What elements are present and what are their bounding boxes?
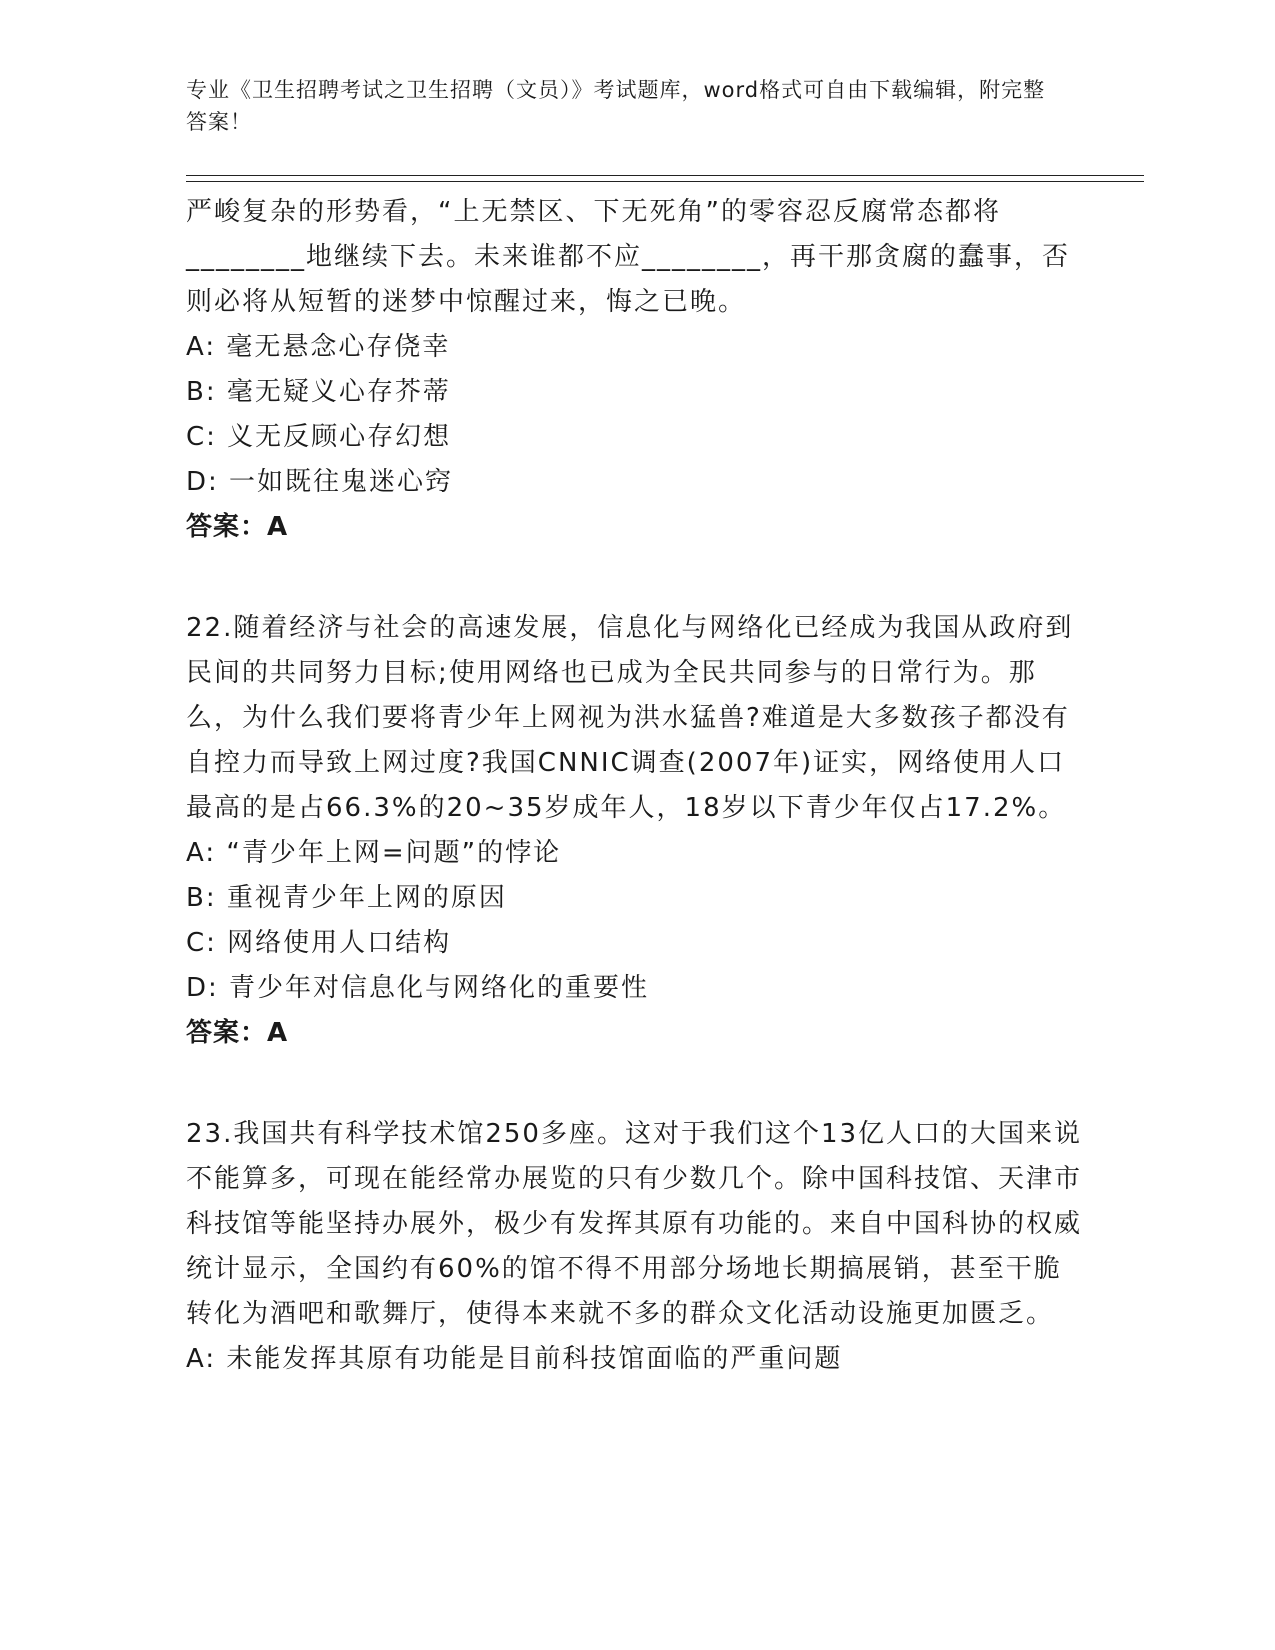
answer-line: 答案：A bbox=[186, 1018, 289, 1048]
document-body bbox=[186, 190, 1086, 1382]
option-c: C: 义无反顾心存幻想 bbox=[186, 422, 452, 452]
header-rule-top bbox=[186, 175, 1144, 176]
option-b: B: 毫无疑义心存芥蒂 bbox=[186, 377, 451, 407]
answer-line: 答案：A bbox=[186, 512, 289, 542]
option-d: D: 一如既往鬼迷心窍 bbox=[186, 467, 454, 497]
question-23 bbox=[186, 1112, 1086, 1382]
header-rule-bottom bbox=[186, 181, 1144, 182]
option-a: A: 毫无悬念心存侥幸 bbox=[186, 332, 451, 362]
question-separator bbox=[186, 1056, 1086, 1112]
option-d: D: 青少年对信息化与网络化的重要性 bbox=[186, 973, 650, 1003]
question-21 bbox=[186, 190, 1086, 550]
option-a: A: “青少年上网=问题”的悖论 bbox=[186, 838, 562, 868]
question-stem: 23.我国共有科学技术馆250多座。这对于我们这个13亿人口的大国来说不能算多，可现在能经常办展览的只有少数几个。除中国科技馆、天津市科技馆等能坚持办展外，极少有发挥其原有功能的。来自中国科协的权威统计显示，全国约有60%的馆不得不用部分场地长期搞展销，甚至干脆转化为酒吧和歌舞厅，使得本来就不多的群众文化活动设施更加匮乏。 bbox=[186, 1119, 1083, 1329]
question-stem: 22.随着经济与社会的高速发展，信息化与网络化已经成为我国从政府到民间的共同努力目标;使用网络也已成为全民共同参与的日常行为。那么，为什么我们要将青少年上网视为洪水猛兽?难道是大多数孩子都没有自控力而导致上网过度?我国CNNIC调查(2007年)证实，网络使用人口最高的是占66.3%的20~35岁成年人，18岁以下青少年仅占17.2%。 bbox=[186, 613, 1074, 823]
option-c: C: 网络使用人口结构 bbox=[186, 928, 452, 958]
document-header: 专业《卫生招聘考试之卫生招聘（文员）》考试题库，word格式可自由下载编辑，附完整答案！ bbox=[186, 78, 1046, 134]
option-b: B: 重视青少年上网的原因 bbox=[186, 883, 507, 913]
option-a: A: 未能发挥其原有功能是目前科技馆面临的严重问题 bbox=[186, 1344, 843, 1374]
question-22 bbox=[186, 606, 1086, 1056]
question-separator bbox=[186, 550, 1086, 606]
question-stem: 严峻复杂的形势看，“上无禁区、下无死角”的零容忍反腐常态都将________地继续下去。未来谁都不应________，再干那贪腐的蠢事，否则必将从短暂的迷梦中惊醒过来，悔之已晚。 bbox=[186, 197, 1071, 317]
